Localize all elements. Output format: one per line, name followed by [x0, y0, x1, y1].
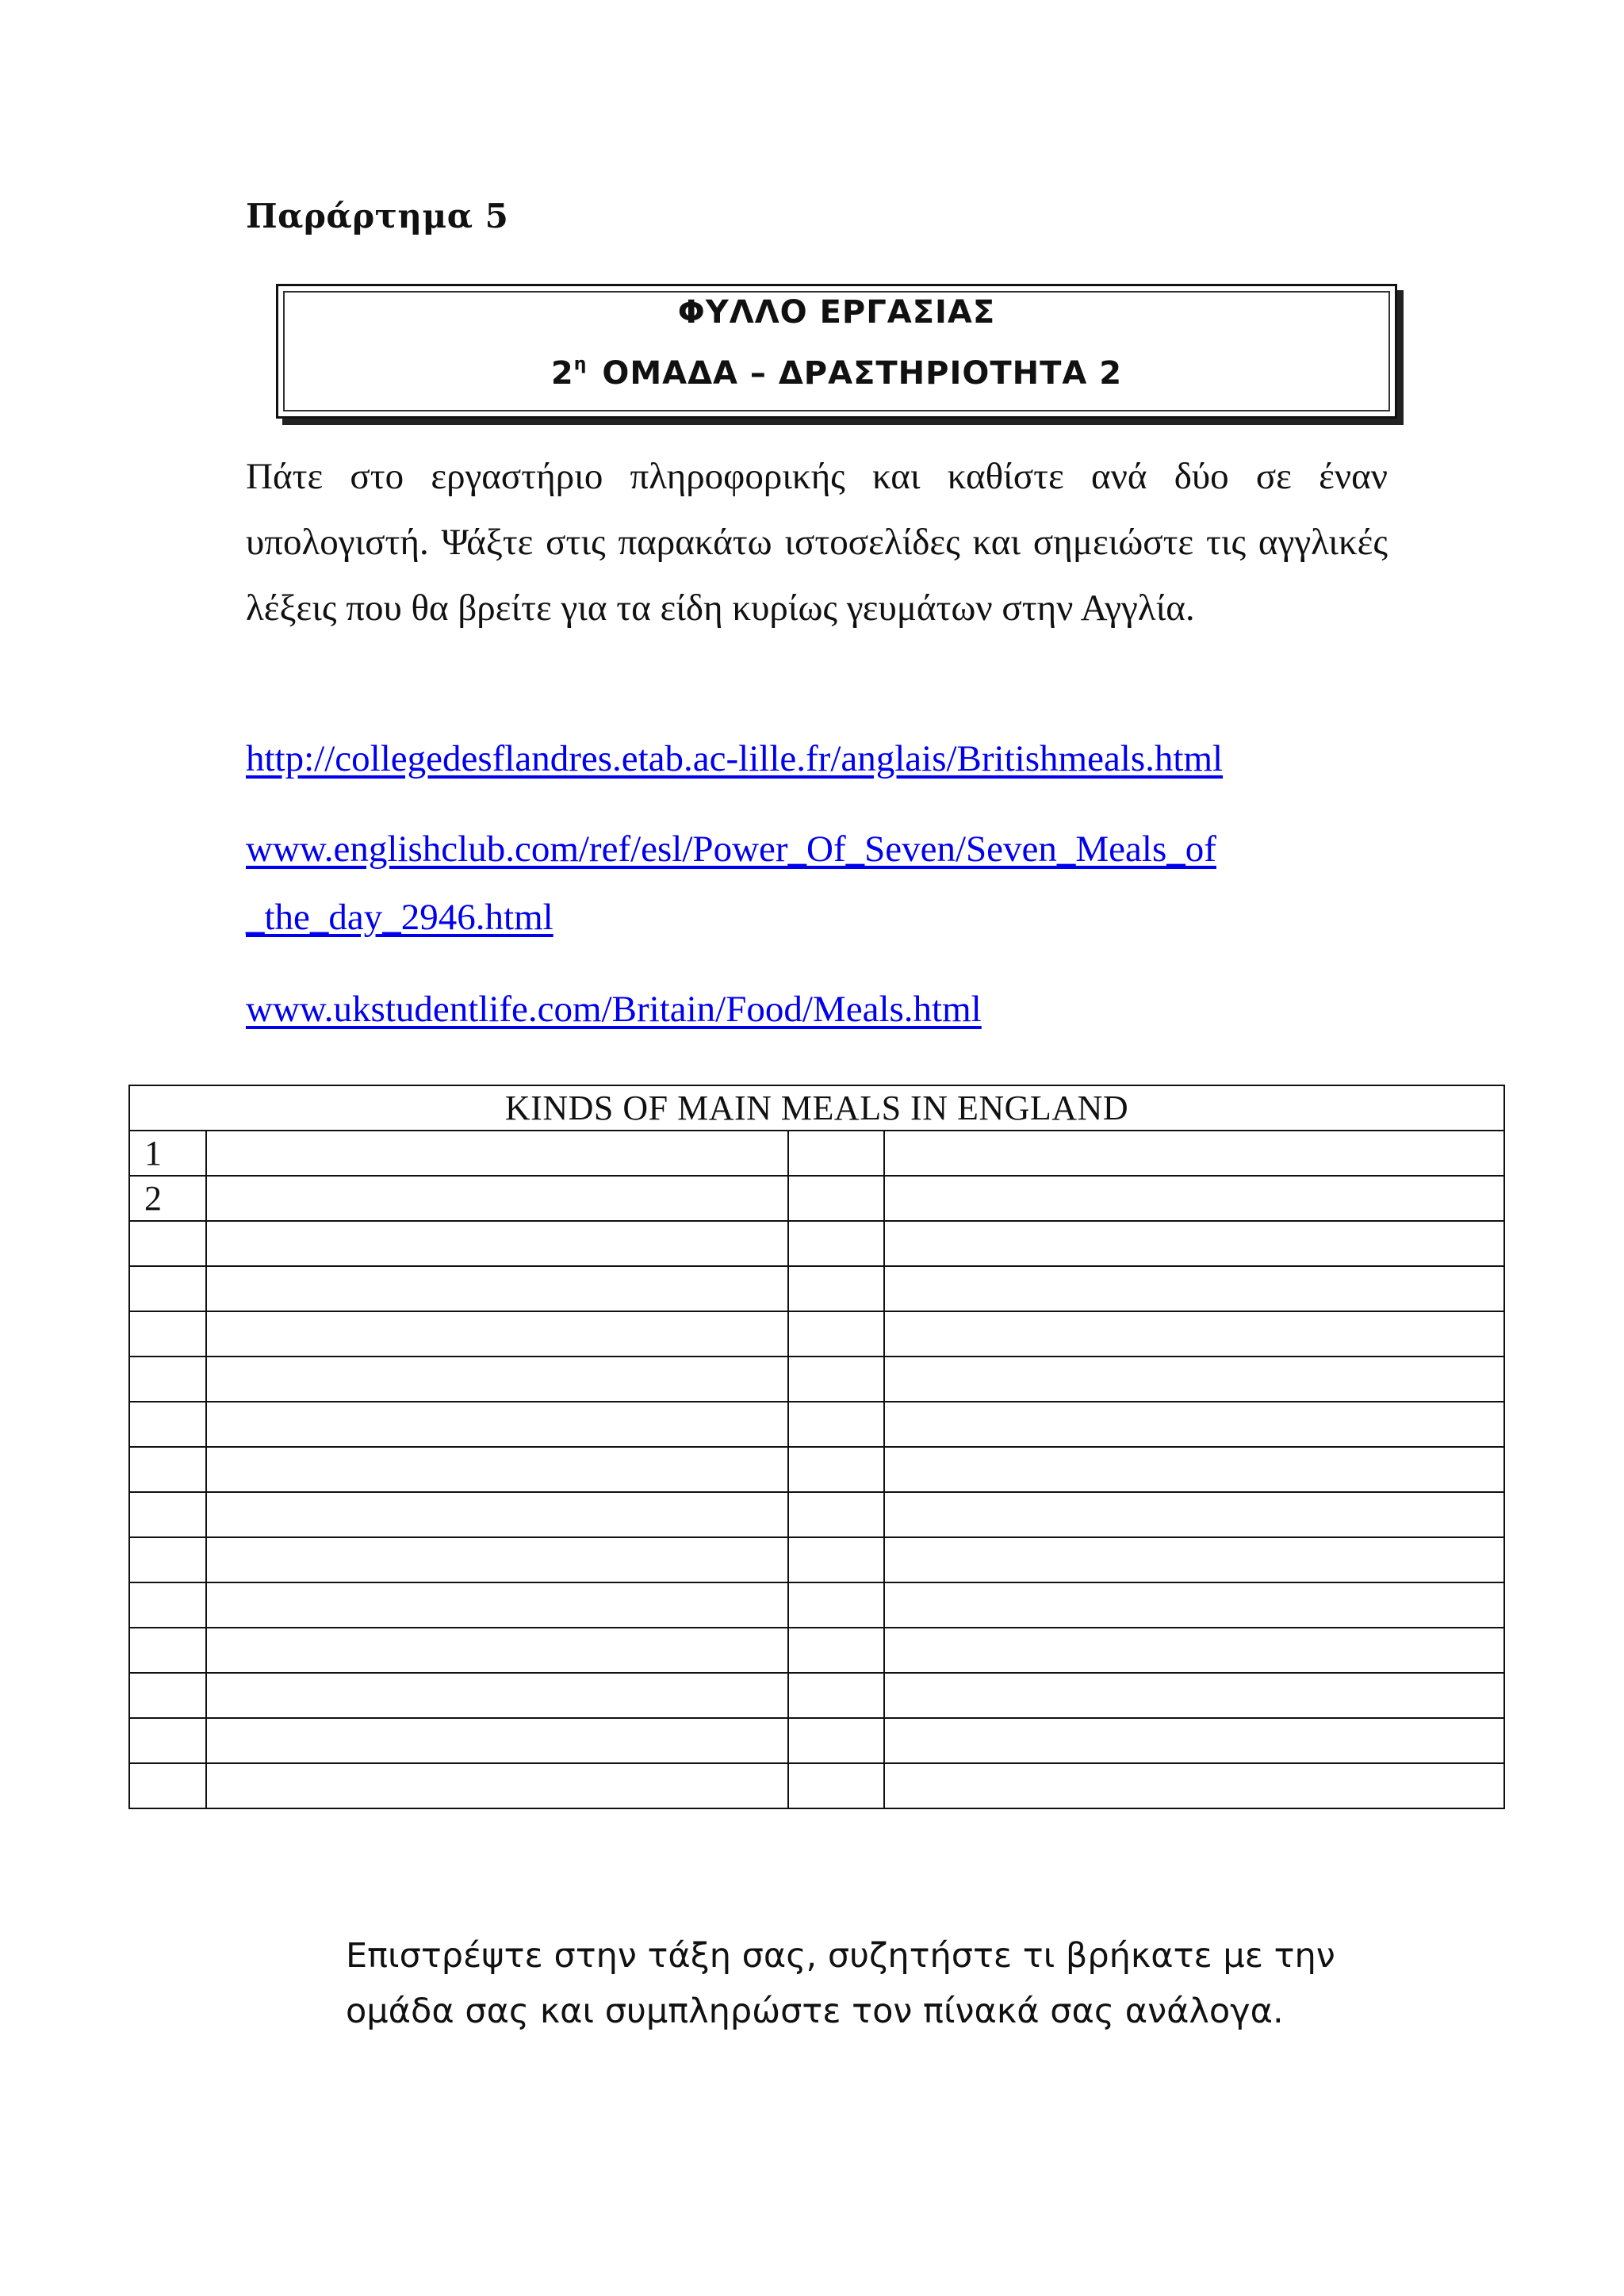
row-number-cell — [129, 1718, 206, 1763]
meal-name-cell[interactable] — [206, 1357, 788, 1402]
table-row — [129, 1447, 1504, 1492]
row-number-cell — [129, 1763, 206, 1808]
description-cell[interactable] — [884, 1176, 1504, 1221]
row-number-cell — [129, 1447, 206, 1492]
row-number-cell — [129, 1402, 206, 1447]
link-british-meals[interactable]: http://collegedesflandres.etab.ac-lille.fr/anglais/Britishmeals.html — [246, 738, 1224, 779]
table-header: KINDS OF MAIN MEALS IN ENGLAND — [129, 1085, 1504, 1131]
row-number-cell — [129, 1582, 206, 1628]
table-row — [129, 1763, 1504, 1808]
middle-cell[interactable] — [788, 1266, 884, 1311]
link-english-club-part1[interactable]: www.englishclub.com/ref/esl/Power_Of_Seven/Seven_Meals_of — [246, 828, 1216, 870]
table-row — [129, 1537, 1504, 1582]
row-number-cell — [129, 1628, 206, 1673]
table-row — [129, 1131, 1504, 1176]
row-number-cell — [129, 1673, 206, 1718]
description-cell[interactable] — [884, 1492, 1504, 1537]
meal-name-cell[interactable] — [206, 1447, 788, 1492]
description-cell[interactable] — [884, 1357, 1504, 1402]
row-number-cell: 1 — [129, 1131, 206, 1176]
table-row — [129, 1176, 1504, 1221]
meal-name-cell[interactable] — [206, 1402, 788, 1447]
intro-instructions: Πάτε στο εργαστήριο πληροφορικής και καθίστε ανά δύο σε έναν υπολογιστή. Ψάξτε στις παρακάτω ιστοσελίδες και σημειώστε τις αγγλικές λέξεις που θα βρείτε για τα είδη κυρίως γευμάτων στην Αγγλία. — [246, 456, 1388, 629]
middle-cell[interactable] — [788, 1176, 884, 1221]
description-cell[interactable] — [884, 1402, 1504, 1447]
meal-name-cell[interactable] — [206, 1311, 788, 1357]
meal-name-cell[interactable] — [206, 1763, 788, 1808]
worksheet-title-box — [276, 284, 1397, 419]
table-body — [129, 1131, 1504, 1808]
middle-cell[interactable] — [788, 1357, 884, 1402]
middle-cell[interactable] — [788, 1311, 884, 1357]
meal-name-cell[interactable] — [206, 1582, 788, 1628]
middle-cell[interactable] — [788, 1447, 884, 1492]
description-cell[interactable] — [884, 1673, 1504, 1718]
table-row — [129, 1582, 1504, 1628]
closing-instructions — [346, 1928, 1377, 2039]
ordinal-superscript: η — [573, 354, 588, 374]
description-cell[interactable] — [884, 1718, 1504, 1763]
table-row — [129, 1628, 1504, 1673]
worksheet-title: ΦΥΛΛΟ ΕΡΓΑΣΙΑΣ — [677, 294, 996, 331]
description-cell[interactable] — [884, 1763, 1504, 1808]
middle-cell[interactable] — [788, 1131, 884, 1176]
meal-name-cell[interactable] — [206, 1718, 788, 1763]
middle-cell[interactable] — [788, 1718, 884, 1763]
group-activity-label: ΟΜΑΔΑ – ΔΡΑΣΤΗΡΙΟΤΗΤΑ 2 — [602, 355, 1123, 392]
description-cell[interactable] — [884, 1221, 1504, 1266]
row-number-cell — [129, 1492, 206, 1537]
middle-cell[interactable] — [788, 1763, 884, 1808]
meal-name-cell[interactable] — [206, 1221, 788, 1266]
row-number-cell — [129, 1537, 206, 1582]
link-english-club-part2[interactable]: _the_day_2946.html — [246, 897, 553, 938]
row-number-cell: 2 — [129, 1176, 206, 1221]
middle-cell[interactable] — [788, 1582, 884, 1628]
description-cell[interactable] — [884, 1311, 1504, 1357]
table-row — [129, 1266, 1504, 1311]
description-cell[interactable] — [884, 1537, 1504, 1582]
meal-name-cell[interactable] — [206, 1131, 788, 1176]
middle-cell[interactable] — [788, 1628, 884, 1673]
middle-cell[interactable] — [788, 1537, 884, 1582]
closing-line-2: ομάδα σας και συμπληρώστε τον πίνακά σας ανάλογα. — [346, 1992, 1284, 2031]
row-number-cell — [129, 1357, 206, 1402]
description-cell[interactable] — [884, 1131, 1504, 1176]
meal-name-cell[interactable] — [206, 1492, 788, 1537]
middle-cell[interactable] — [788, 1402, 884, 1447]
description-cell[interactable] — [884, 1266, 1504, 1311]
row-number-cell — [129, 1221, 206, 1266]
meal-name-cell[interactable] — [206, 1628, 788, 1673]
meal-name-cell[interactable] — [206, 1176, 788, 1221]
closing-line-1: Επιστρέψτε στην τάξη σας, συζητήστε τι βρήκατε με την — [346, 1936, 1335, 1976]
description-cell[interactable] — [884, 1628, 1504, 1673]
meals-table — [128, 1085, 1505, 1809]
meal-name-cell[interactable] — [206, 1673, 788, 1718]
table-row — [129, 1673, 1504, 1718]
table-row — [129, 1221, 1504, 1266]
table-row — [129, 1492, 1504, 1537]
table-row — [129, 1311, 1504, 1357]
table-row — [129, 1357, 1504, 1402]
middle-cell[interactable] — [788, 1221, 884, 1266]
middle-cell[interactable] — [788, 1673, 884, 1718]
row-number-cell — [129, 1311, 206, 1357]
row-number-cell — [129, 1266, 206, 1311]
middle-cell[interactable] — [788, 1492, 884, 1537]
description-cell[interactable] — [884, 1447, 1504, 1492]
table-header-row — [129, 1085, 1504, 1131]
worksheet-subtitle — [278, 354, 1395, 392]
description-cell[interactable] — [884, 1582, 1504, 1628]
table-row — [129, 1402, 1504, 1447]
link-uk-student-life[interactable]: www.ukstudentlife.com/Britain/Food/Meals.html — [246, 989, 982, 1030]
appendix-title: Παράρτημα 5 — [246, 197, 509, 235]
table-row — [129, 1718, 1504, 1763]
meal-name-cell[interactable] — [206, 1537, 788, 1582]
meal-name-cell[interactable] — [206, 1266, 788, 1311]
group-number: 2 — [550, 355, 574, 392]
